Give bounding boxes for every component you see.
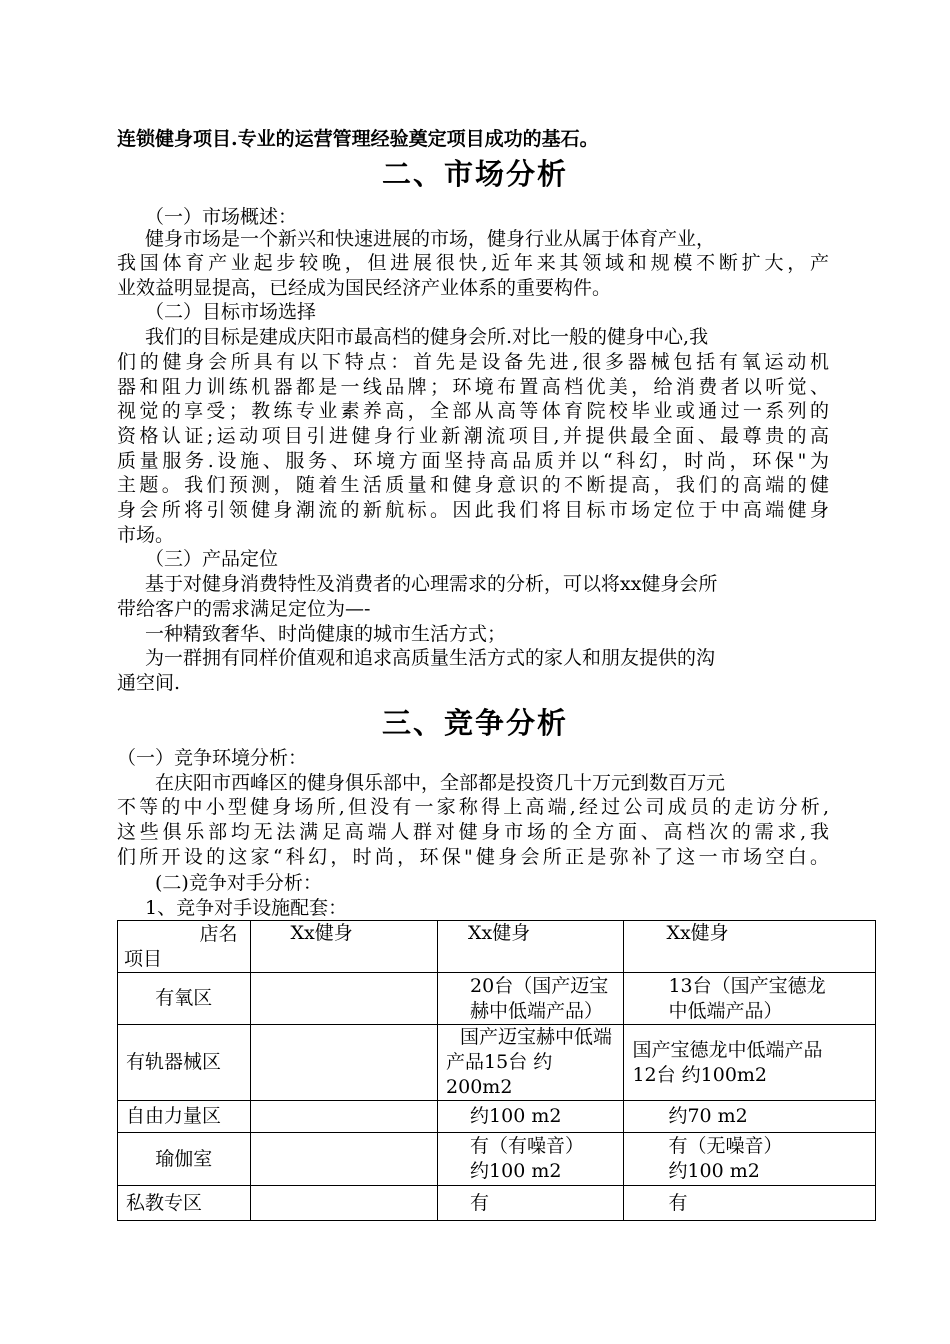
table-header-row: [118, 921, 876, 973]
table-cell: [250, 1101, 438, 1133]
cell-line: 约100 m2: [470, 1160, 562, 1182]
table-cell: [438, 1025, 624, 1101]
table-cell: [250, 1025, 438, 1101]
para-line: 通空间.: [117, 672, 181, 694]
section3-sub1: （一）竞争环境分析：: [117, 747, 308, 769]
table-cell: 约70 m2: [624, 1101, 876, 1133]
table-cell: [624, 1025, 876, 1101]
intro-line: 连锁健身项目.专业的运营管理经验奠定项目成功的基石。: [117, 128, 599, 150]
para-line: 视觉的享受；教练专业素养高，全部从高等体育院校毕业或通过一系列的: [117, 400, 829, 422]
facilities-table: [117, 920, 876, 1221]
cell-line: 国产宝德龙中低端产品: [632, 1038, 823, 1061]
row-label: 有氧区: [118, 973, 251, 1025]
para-line: 主题。我们预测，随着生活质量和健身意识的不断提高，我们的高端的健: [117, 474, 829, 496]
para-line: 为一群拥有同样价值观和追求高质量生活方式的家人和朋友提供的沟: [145, 647, 716, 669]
section3-sub2: (二)竞争对手分析：: [155, 872, 322, 894]
para-line: 我们的目标是建成庆阳市最高档的健身会所.对比一般的健身中心,我: [145, 326, 709, 348]
table-cell: [624, 973, 876, 1025]
row-label: 有轨器械区: [118, 1025, 251, 1101]
cell-line: 约100 m2: [668, 1160, 760, 1182]
table-row: [118, 1186, 876, 1221]
para-line: 器和阻力训练机器都是一线品牌；环境布置高档优美，给消费者以听觉、: [117, 376, 829, 398]
section3-sub3: 1、竞争对手设施配套：: [145, 897, 348, 919]
section2-title: 二、市场分析: [381, 157, 568, 191]
para-line: 不等的中小型健身场所,但没有一家称得上高端,经过公司成员的走访分析,: [117, 796, 829, 818]
para-line: 一种精致奢华、时尚健康的城市生活方式；: [145, 623, 507, 645]
header-cell: Xx健身: [438, 921, 624, 973]
table-cell: [438, 973, 624, 1025]
cell-line: 赫中低端产品）: [470, 999, 604, 1022]
table-cell: [624, 1133, 876, 1186]
table-cell: [250, 973, 438, 1025]
table-row: [118, 1101, 876, 1133]
para-line: 我国体育产业起步较晚，但进展很快,近年来其领域和规模不断扩大，产: [117, 252, 829, 274]
header-cell: Xx健身: [624, 921, 876, 973]
section2-sub2: （二）目标市场选择: [145, 301, 317, 323]
para-line: 带给客户的需求满足定位为—-: [117, 598, 371, 620]
para-line: 在庆阳市西峰区的健身俱乐部中，全部都是投资几十万元到数百万元: [155, 772, 726, 794]
para-line: 们的健身会所具有以下特点：首先是设备先进,很多器械包括有氧运动机: [117, 351, 829, 373]
section3-title: 三、竞争分析: [381, 706, 568, 740]
para-line: 们所开设的这家“科幻，时尚，环保"健身会所正是弥补了这一市场空白。: [117, 846, 829, 868]
table-row: [118, 1133, 876, 1186]
cell-line: 12台 约100m2: [632, 1063, 768, 1086]
para-line: 身会所将引领健身潮流的新航标。因此我们将目标市场定位于中高端健身: [117, 499, 829, 521]
section2-sub3: （三）产品定位: [145, 548, 279, 570]
corner-cell: [118, 921, 251, 973]
row-label: 自由力量区: [118, 1101, 251, 1133]
cell-line: 有（无噪音）: [668, 1135, 783, 1157]
para-line: 质量服务.设施、服务、环境方面坚持高品质并以“科幻，时尚，环保"为: [117, 450, 829, 472]
table-row: [118, 1025, 876, 1101]
corner-bottom: 项目: [124, 947, 163, 970]
table-cell: 有: [438, 1186, 624, 1221]
table-cell: [250, 1186, 438, 1221]
para-line: 健身市场是一个新兴和快速进展的市场，健身行业从属于体育产业，: [145, 228, 716, 250]
row-label: 瑜伽室: [118, 1133, 251, 1186]
cell-line: 13台（国产宝德龙: [668, 974, 826, 997]
table-row: [118, 973, 876, 1025]
para-line: 基于对健身消费特性及消费者的心理需求的分析，可以将xx健身会所: [145, 573, 718, 595]
cell-line: 有（有噪音）: [470, 1135, 585, 1157]
table-cell: [250, 1133, 438, 1186]
section2-sub1: （一）市场概述：: [145, 206, 298, 228]
cell-line: 中低端产品）: [668, 999, 783, 1022]
row-label: 私教专区: [118, 1186, 251, 1221]
table-cell: 有: [624, 1186, 876, 1221]
para-line: 这些俱乐部均无法满足高端人群对健身市场的全方面、高档次的需求,我: [117, 821, 829, 843]
para-line: 资格认证;运动项目引进健身行业新潮流项目,并提供最全面、最尊贵的高: [117, 425, 829, 447]
cell-line: 产品15台 约200m2: [446, 1051, 553, 1098]
cell-line: 20台（国产迈宝: [470, 974, 609, 997]
table-cell: 约100 m2: [438, 1101, 624, 1133]
table-cell: [438, 1133, 624, 1186]
para-line: 业效益明显提高，已经成为国民经济产业体系的重要构件。: [117, 277, 612, 299]
header-cell: Xx健身: [250, 921, 438, 973]
cell-line: 国产迈宝赫中低端: [460, 1026, 613, 1048]
corner-top: 店名: [199, 922, 238, 945]
para-line: 市场。: [117, 524, 175, 546]
